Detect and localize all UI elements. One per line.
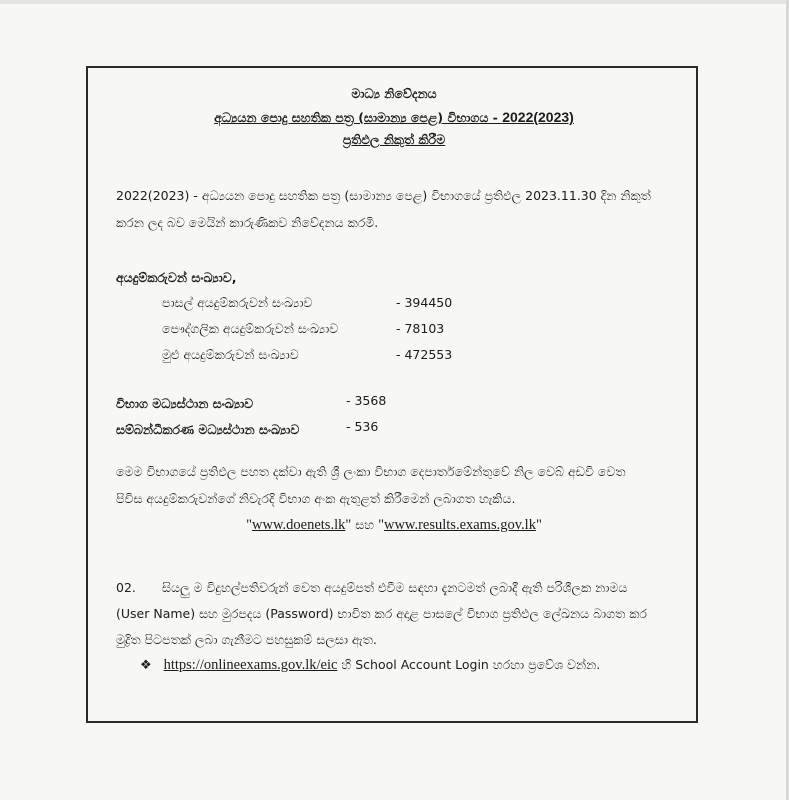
section-number: 02. (116, 580, 136, 595)
notice-title: මාධ්‍ය නිවේදනය (351, 86, 437, 101)
total-candidates-label: මුළු අයදුම්කරුවන් සංඛ්‍යාව (162, 347, 299, 362)
coordinating-centres-label: සම්බන්ධීකරණ මධ්‍යස්ථාන සංඛ්‍යාව (116, 422, 300, 437)
private-candidates-value: - 78103 (396, 321, 445, 336)
exam-subtitle-text: අධ්‍යයන පොදු සහතික පත්‍ර (සාමාන්‍ය පෙළ) විභාගය - (214, 110, 503, 125)
section2-line-2: (User Name) සහ මුරපදය (Password) භාවිත කර අදාළ පාසලේ විභාග ප්‍රතිඵල ලේඛනය බාගත කර (116, 606, 647, 621)
section2-line-3: මුද්‍රිත පිටපතක් ලබා ගැනීමට පහසුකම් සලසා ඇත. (116, 632, 377, 647)
results-exams-link[interactable]: www.results.exams.gov.lk (383, 517, 536, 533)
diamond-bullet-icon: ❖ (140, 658, 152, 673)
private-candidates-label: පෞද්ගලික අයදුම්කරුවන් සංඛ්‍යාව (162, 321, 339, 336)
school-candidates-value: - 394450 (396, 295, 453, 310)
intro-line-2: කරන ලද බව මෙයින් කාරුණිකව නිවේදනය කරමි. (116, 215, 379, 230)
results-info-line-1: මෙම විභාගයේ ප්‍රතිඵල පහත දක්වා ඇති ශ්‍රී ලංකා විභාග දෙපාර්තමේන්තුවේ නිල වෙබ් අඩවි වෙත (116, 464, 626, 479)
quote-open-2: " (378, 517, 384, 533)
notice-frame (86, 66, 698, 723)
results-heading: ප්‍රතිඵල නිකුත් කිරීම (342, 132, 446, 147)
doenets-link[interactable]: www.doenets.lk (252, 517, 346, 533)
total-candidates-value: - 472553 (396, 347, 453, 362)
candidates-heading: අයදුම්කරුවන් සංඛ්‍යාව, (116, 270, 237, 285)
quote-open-1: " (246, 517, 253, 533)
exam-subtitle-year: 2022(2023) (502, 109, 574, 125)
results-info-line-2: පිවිස අයදුම්කරුවන්ගේ නිවැරදි විභාග අංක ඇතුළත් කිරීමෙන් ලබාගත හැකිය. (116, 491, 516, 506)
onlineexams-link[interactable]: https://onlineexams.gov.lk/eic (163, 657, 338, 673)
quote-close-1: " (345, 517, 352, 533)
login-instruction (140, 657, 600, 674)
intro-line-1: 2022(2023) - අධ්‍යයන පොදු සහතික පත්‍ර (සාමාන්‍ය පෙළ) විභාගයේ ප්‍රතිඵල 2023.11.30 දින නිකුත් (116, 188, 651, 203)
coordinating-centres-value: - 536 (346, 419, 379, 434)
websites-joiner: සහ (355, 517, 375, 532)
school-candidates-label: පාසල් අයදුම්කරුවන් සංඛ්‍යාව (162, 295, 313, 310)
scan-edge-top (0, 0, 789, 4)
login-instruction-text: හි School Account Login හරහා ප්‍රවේශ වන්න. (341, 657, 601, 672)
exam-subtitle (88, 109, 700, 126)
exam-centres-value: - 3568 (346, 393, 387, 408)
section2-line-1: සියලු ම විදුහල්පතිවරුන් වෙත අයදුම්පත් එවීම සඳහා දැනටමත් ලබාදී ඇති පරිශීලක නාමය (162, 580, 628, 595)
result-websites (88, 517, 700, 533)
quote-close-2: " (535, 517, 542, 533)
exam-centres-label: විභාග මධ්‍යස්ථාන සංඛ්‍යාව (116, 396, 254, 411)
